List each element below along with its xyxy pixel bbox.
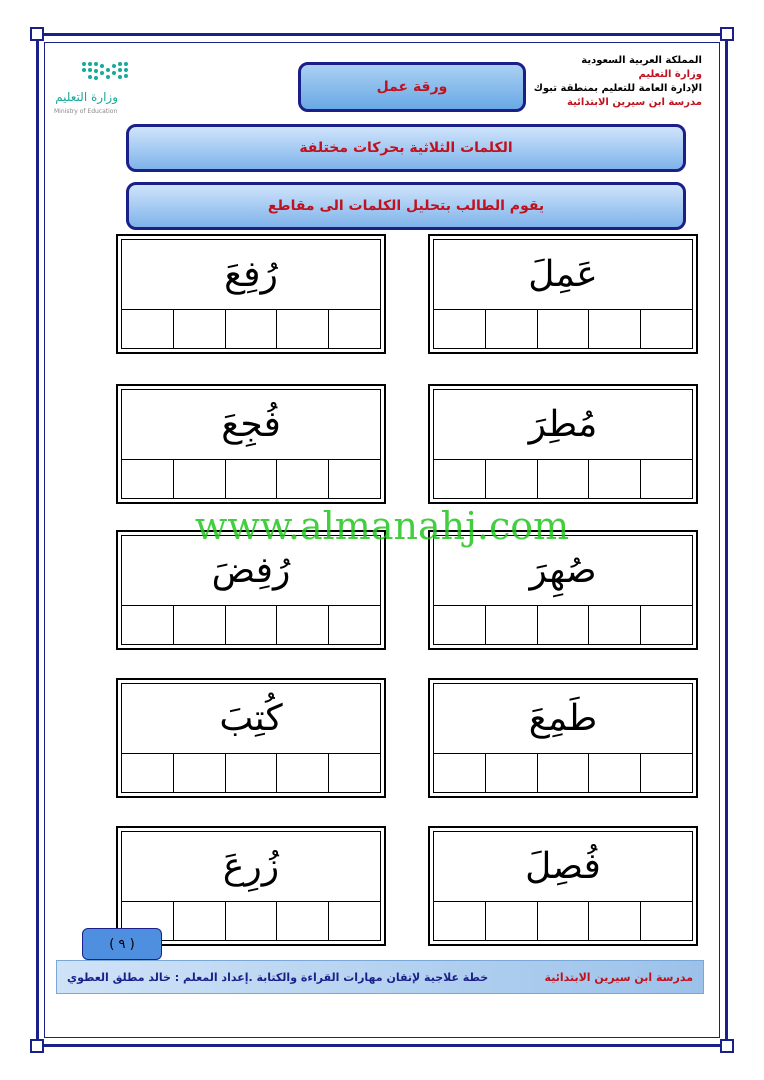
word-text: صُهِرَ bbox=[529, 550, 597, 591]
watermark-text: www.almanahj.com bbox=[194, 504, 570, 548]
word-text: رُفِضَ bbox=[211, 550, 291, 591]
word-text: طَمِعَ bbox=[528, 698, 598, 739]
header-line-ministry: وزارة التعليم bbox=[638, 69, 702, 80]
logo-text-english: Ministry of Education bbox=[54, 108, 118, 115]
ministry-logo bbox=[54, 56, 164, 120]
word-card bbox=[428, 826, 698, 946]
syllable-boxes[interactable] bbox=[434, 309, 692, 348]
syllable-boxes[interactable] bbox=[122, 309, 380, 348]
header-ministry-block bbox=[502, 54, 702, 110]
header-line-school: مدرسة ابن سيرين الابتدائية bbox=[567, 97, 702, 108]
word-text: رُفِعَ bbox=[224, 254, 278, 295]
page-number-text: ( ٩ ) bbox=[109, 936, 135, 952]
page-number bbox=[82, 928, 162, 960]
syllable-boxes[interactable] bbox=[122, 753, 380, 792]
word-text: فُجِعَ bbox=[221, 404, 281, 445]
syllable-boxes[interactable] bbox=[434, 753, 692, 792]
corner-ornament bbox=[30, 1039, 44, 1053]
corner-ornament bbox=[30, 27, 44, 41]
word-text: كُتِبَ bbox=[219, 698, 283, 739]
syllable-boxes[interactable] bbox=[122, 605, 380, 644]
topic-banner bbox=[126, 124, 686, 172]
word-card bbox=[116, 234, 386, 354]
word-card bbox=[116, 384, 386, 504]
word-card bbox=[116, 530, 386, 650]
syllable-boxes[interactable] bbox=[434, 459, 692, 498]
syllable-boxes[interactable] bbox=[434, 901, 692, 940]
word-card bbox=[428, 384, 698, 504]
word-card bbox=[116, 678, 386, 798]
corner-ornament bbox=[720, 1039, 734, 1053]
word-card bbox=[428, 234, 698, 354]
word-card bbox=[428, 678, 698, 798]
footer-bar bbox=[56, 960, 704, 994]
corner-ornament bbox=[720, 27, 734, 41]
word-text: مُطِرَ bbox=[528, 404, 598, 445]
word-text: عَمِلَ bbox=[528, 254, 598, 295]
instruction-text: يقوم الطالب بتحليل الكلمات الى مقاطع bbox=[267, 198, 545, 214]
header-line-kingdom: المملكة العربية السعودية bbox=[581, 55, 702, 66]
footer-plan: خطة علاجية لإتقان مهارات القراءة والكتابة .إعداد المعلم : خالد مطلق العطوي bbox=[67, 970, 489, 984]
logo-text-arabic: وزارة التعليم bbox=[55, 90, 118, 104]
syllable-boxes[interactable] bbox=[122, 459, 380, 498]
header-line-directorate: الإدارة العامة للتعليم بمنطقة تبوك bbox=[533, 83, 702, 94]
word-card bbox=[428, 530, 698, 650]
topic-text: الكلمات الثلاثية بحركات مختلفة bbox=[299, 140, 513, 156]
word-text: فُصِلَ bbox=[525, 846, 601, 887]
instruction-banner bbox=[126, 182, 686, 230]
worksheet-title: ورقة عمل bbox=[376, 79, 448, 95]
word-text: زُرِعَ bbox=[222, 846, 280, 887]
worksheet-title-box bbox=[298, 62, 526, 112]
syllable-boxes[interactable] bbox=[434, 605, 692, 644]
footer-school: مدرسة ابن سيرين الابتدائية bbox=[544, 970, 693, 984]
